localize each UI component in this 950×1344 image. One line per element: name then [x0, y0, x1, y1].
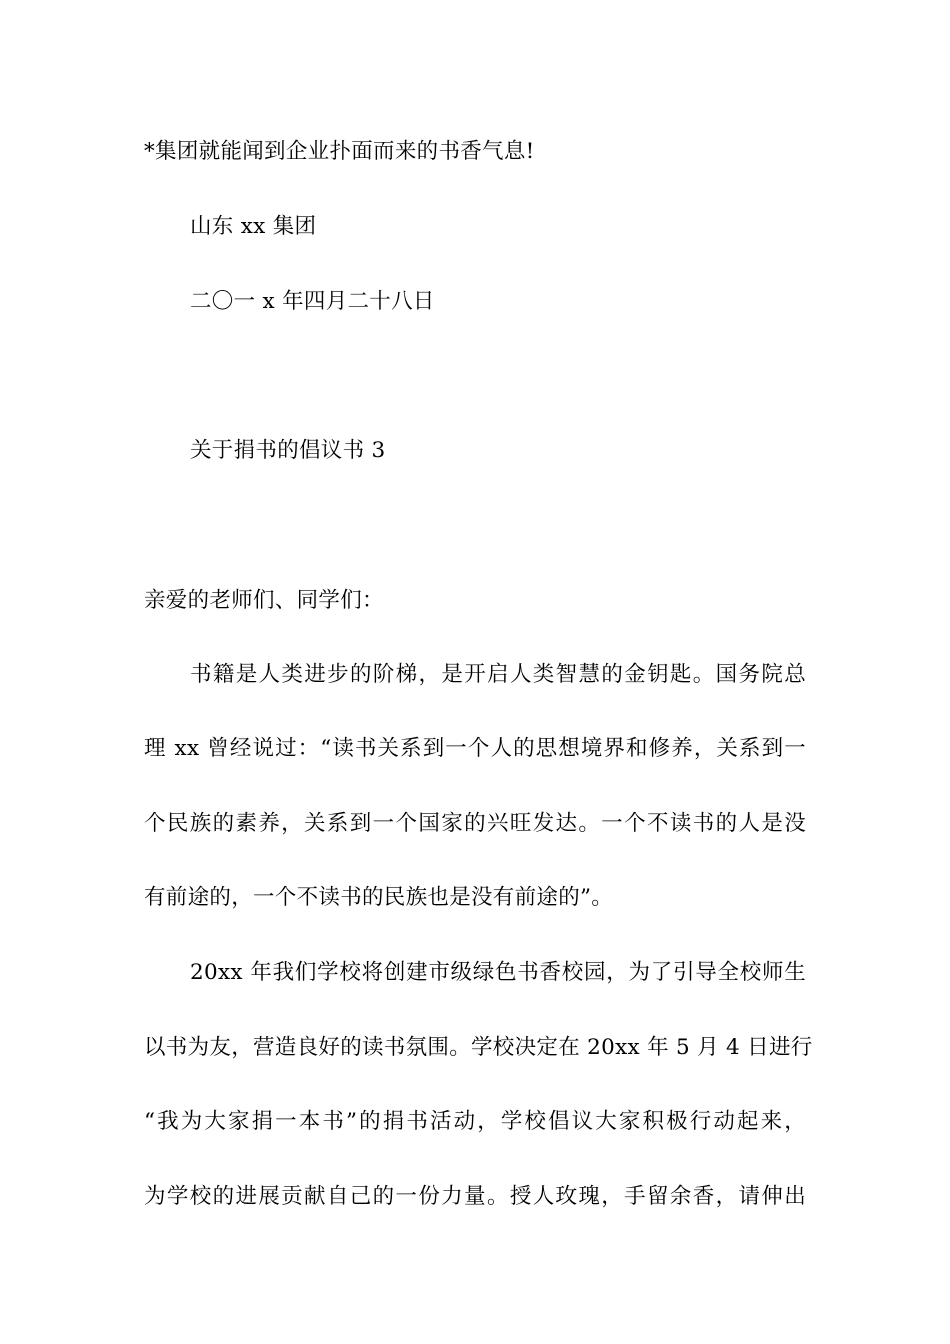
paragraph-1-line-3: 个民族的素养，关系到一个国家的兴旺发达。一个不读书的人是没	[144, 811, 806, 836]
signature-organization: 山东 xx 集团	[190, 214, 317, 239]
signature-date: 二〇一 x 年四月二十八日	[190, 289, 435, 314]
paragraph-2-line-3: “我为大家捐一本书”的捐书活动，学校倡议大家积极行动起来，	[144, 1109, 806, 1134]
paragraph-1-line-1: 书籍是人类进步的阶梯，是开启人类智慧的金钥匙。国务院总	[190, 662, 806, 687]
paragraph-1-line-2: 理 xx 曾经说过：“读书关系到一个人的思想境界和修养，关系到一	[144, 736, 806, 761]
paragraph-2-line-4: 为学校的进展贡献自己的一份力量。授人玫瑰，手留余香，请伸出	[144, 1184, 806, 1209]
section-title: 关于捐书的倡议书 3	[190, 438, 386, 463]
closing-tail-line: *集团就能闻到企业扑面而来的书香气息!	[144, 139, 535, 164]
paragraph-2-line-2: 以书为友，营造良好的读书氛围。学校决定在 20xx 年 5 月 4 日进行	[144, 1035, 813, 1060]
paragraph-1-line-4: 有前途的，一个不读书的民族也是没有前途的”。	[144, 885, 614, 910]
salutation: 亲爱的老师们、同学们：	[144, 588, 384, 613]
paragraph-2-line-1: 20xx 年我们学校将创建市级绿色书香校园，为了引导全校师生	[190, 960, 806, 985]
